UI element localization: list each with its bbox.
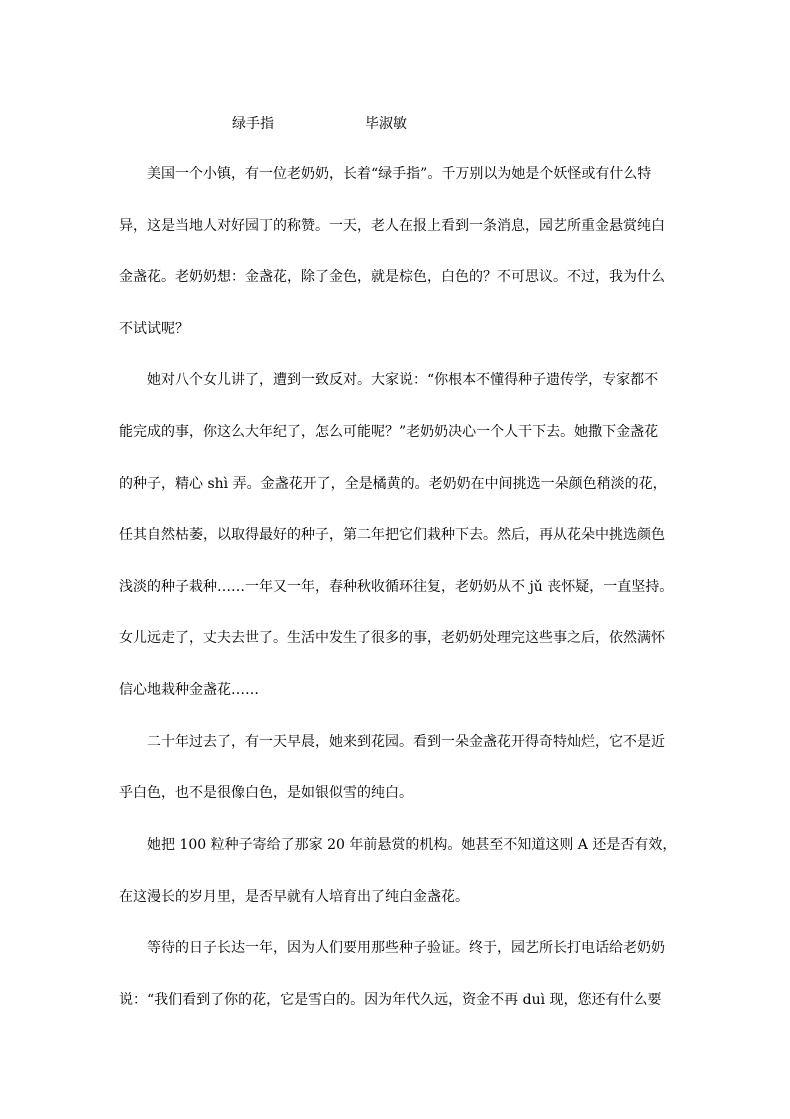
title-row xyxy=(0,112,790,136)
text-line: 能完成的事，你这么大年纪了，怎么可能呢？”老奶奶决心一个人干下去。她撒下金盏花 xyxy=(119,424,659,440)
text-line: 异，这是当地人对好园丁的称赞。一天，老人在报上看到一条消息，园艺所重金悬赏纯白 xyxy=(119,218,665,234)
text-line: 任其自然枯萎，以取得最好的种子，第二年把它们栽种下去。然后，再从花朵中挑选颜色 xyxy=(119,527,665,543)
text-line: 二十年过去了，有一天早晨，她来到花园。看到一朵金盏花开得奇特灿烂，它不是近 xyxy=(147,734,665,750)
article-author: 毕淑敏 xyxy=(365,116,407,132)
text-line: 在这漫长的岁月里，是否早就有人培育出了纯白金盏花。 xyxy=(119,889,469,905)
text-line: 美国一个小镇，有一位老奶奶，长着“绿手指”。千万别以为她是个妖怪或有什么特 xyxy=(147,166,652,182)
text-line: 的种子，精心 shì 弄。金盏花开了，全是橘黄的。老奶奶在中间挑选一朵颜色稍淡的花， xyxy=(119,476,667,492)
text-line: 说：“我们看到了你的花，它是雪白的。因为年代久远，资金不再 duì 现，您还有什么要 xyxy=(119,992,662,1008)
text-line: 她对八个女儿讲了，遭到一致反对。大家说：“你根本不懂得种子遗传学，专家都不 xyxy=(147,372,659,388)
text-line: 她把 100 粒种子寄给了那家 20 年前悬赏的机构。她甚至不知道这则 A 还是否有效， xyxy=(147,837,677,853)
text-line: 等待的日子长达一年，因为人们要用那些种子验证。终于，园艺所长打电话给老奶奶 xyxy=(147,940,665,956)
text-line: 金盏花。老奶奶想：金盏花，除了金色，就是棕色，白色的？不可思议。不过，我为什么 xyxy=(119,269,665,285)
text-line: 浅淡的种子栽种……一年又一年，春种秋收循环往复，老奶奶从不 jǔ 丧怀疑，一直坚持。 xyxy=(119,579,674,595)
text-line: 乎白色，也不是很像白色，是如银似雪的纯白。 xyxy=(119,785,413,801)
article-title: 绿手指 xyxy=(232,116,274,132)
text-line: 女儿远走了，丈夫去世了。生活中发生了很多的事，老奶奶处理完这些事之后，依然满怀 xyxy=(119,630,665,646)
text-line: 信心地栽种金盏花…… xyxy=(119,682,259,698)
text-line: 不试试呢？ xyxy=(119,321,189,337)
